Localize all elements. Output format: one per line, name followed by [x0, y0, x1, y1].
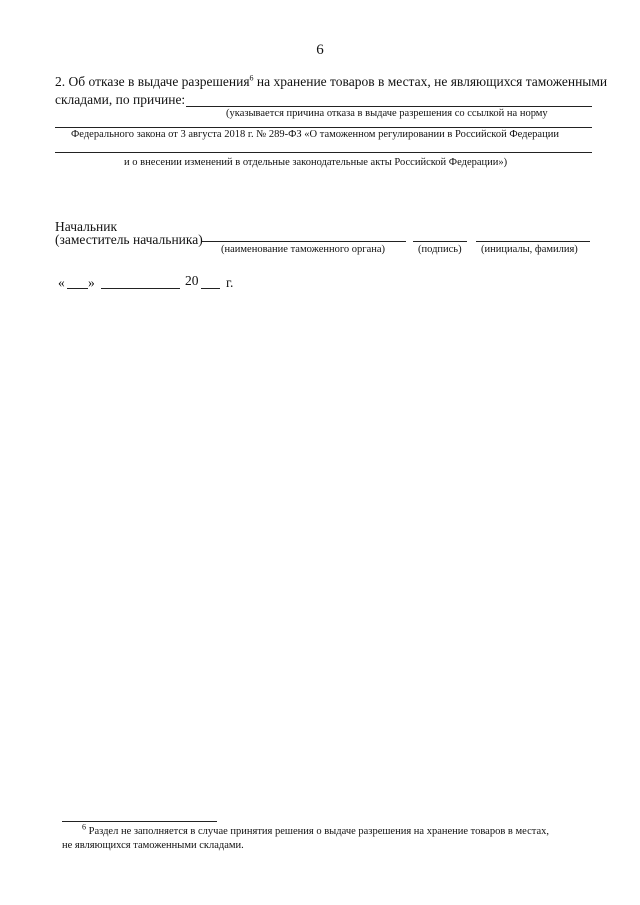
footnote-line-1 [82, 822, 549, 837]
reason-fill-line-1[interactable] [186, 106, 592, 107]
page-number: 6 [316, 42, 324, 58]
date-open-quote: « [58, 275, 65, 290]
signer-title-line-1: Начальник [55, 219, 118, 234]
customs-authority-caption: (наименование таможенного органа) [221, 244, 386, 255]
footnote-reference: 6 [249, 73, 254, 83]
reason-fill-line-2[interactable] [55, 127, 592, 128]
footnote-text-1: Раздел не заполняется в случае принятия решения о выдаче разрешения на хранение товаров в местах, [86, 826, 549, 837]
footnote-marker: 6 [82, 822, 86, 832]
date-month-fill-line[interactable] [101, 288, 180, 289]
reason-hint-2: Федерального закона от 3 августа 2018 г. № 289-ФЗ «О таможенном регулировании в Российской Федерации [71, 129, 559, 140]
customs-authority-fill-line[interactable] [202, 241, 406, 242]
signature-fill-line[interactable] [413, 241, 467, 242]
date-year-fill-line[interactable] [201, 288, 220, 289]
signature-caption: (подпись) [418, 244, 462, 255]
date-close-quote: » [88, 275, 95, 290]
signer-title-line-2: (заместитель начальника) [55, 232, 203, 247]
date-day-fill-line[interactable] [67, 288, 88, 289]
footnote-line-2: не являющихся таможенными складами. [62, 840, 244, 851]
section-2-heading-end: на хранение товаров в местах, не являющихся таможенными [253, 74, 608, 89]
date-year-prefix: 20 [185, 273, 199, 288]
reason-fill-line-3[interactable] [55, 152, 592, 153]
date-year-suffix: г. [226, 275, 234, 290]
reason-hint-1: (указывается причина отказа в выдаче разрешения со ссылкой на норму [226, 108, 548, 119]
section-2-heading-start: 2. Об отказе в выдаче разрешения [55, 74, 250, 89]
initials-surname-caption: (инициалы, фамилия) [481, 244, 578, 255]
section-2-line-2: складами, по причине: [55, 92, 186, 107]
section-2-line-1 [55, 74, 607, 90]
reason-hint-3: и о внесении изменений в отдельные законодательные акты Российской Федерации») [124, 157, 508, 168]
initials-surname-fill-line[interactable] [476, 241, 590, 242]
